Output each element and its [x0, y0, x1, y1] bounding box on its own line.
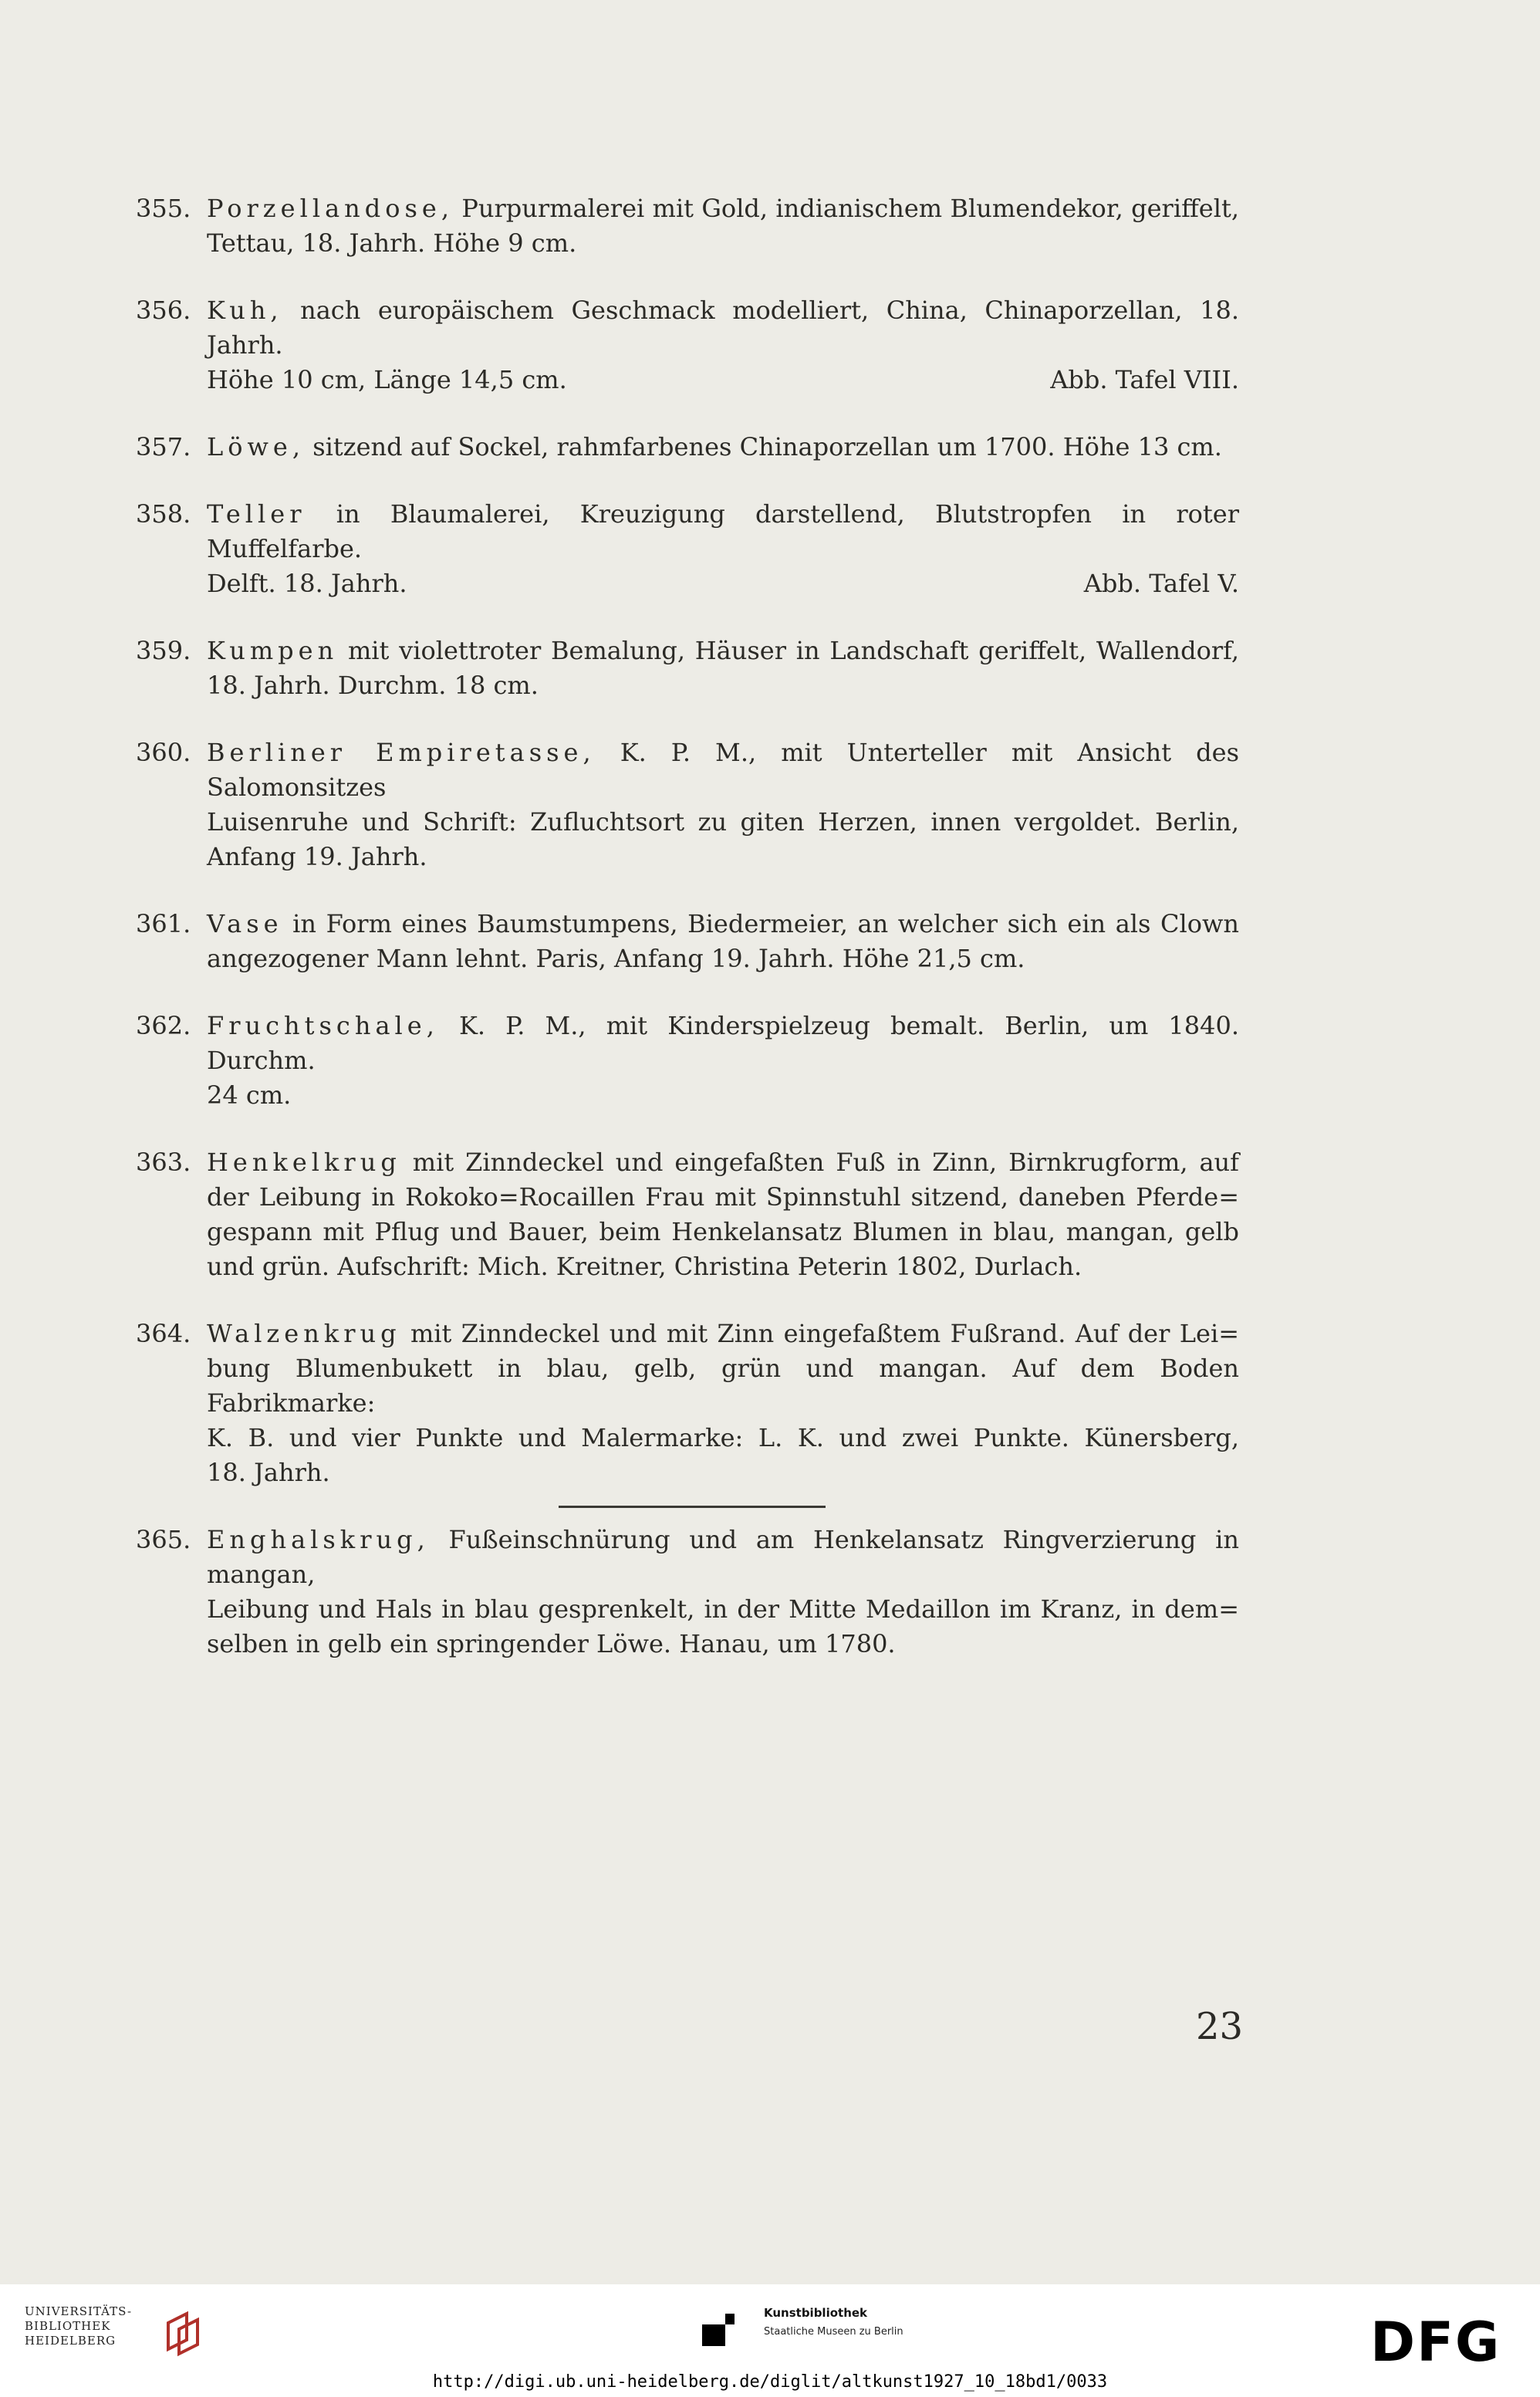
entry-keyword: Kuh, — [207, 296, 283, 325]
entry-number: 363. — [136, 1148, 191, 1177]
entry-number: 362. — [136, 1011, 191, 1040]
entry-keyword: Vase — [207, 909, 283, 938]
entry-number: 357. — [136, 432, 191, 461]
entry-keyword: Henkelkrug — [207, 1148, 401, 1177]
catalog-entry-365 — [136, 1523, 1239, 1662]
entry-text: selben in gelb ein springender Löwe. Hanau, um 1780. — [207, 1629, 896, 1658]
entry-number: 358. — [136, 499, 191, 529]
ub-logo-text: BIBLIOTHEK — [25, 2319, 111, 2333]
entry-text: 18. Jahrh. Durchm. 18 cm. — [207, 671, 539, 700]
dfg-logo[interactable]: DFG — [1370, 2311, 1501, 2374]
kunstbibliothek-subtitle: Staatliche Museen zu Berlin — [764, 2326, 903, 2338]
entry-text: Anfang 19. Jahrh. — [207, 842, 427, 871]
entry-keyword: Enghalskrug, — [207, 1525, 430, 1554]
entry-text: mit Zinndeckel und eingefaßten Fuß in Zinn, Birnkrugform, auf — [400, 1148, 1239, 1177]
catalog-entry-362 — [136, 1009, 1239, 1113]
entry-number: 355. — [136, 194, 191, 223]
entry-text: sitzend auf Sockel, rahmfarbenes Chinaporzellan um 1700. Höhe 13 cm. — [305, 432, 1222, 461]
entry-text: Leibung und Hals in blau gesprenkelt, in der Mitte Medaillon im Kranz, in dem= — [207, 1594, 1239, 1624]
entry-keyword: Porzellandose, — [207, 194, 454, 223]
entry-keyword: Löwe, — [207, 432, 306, 461]
entry-text: 18. Jahrh. — [207, 1458, 330, 1487]
catalog-entry-358 — [136, 497, 1239, 601]
catalog-entry-361 — [136, 907, 1239, 976]
entry-keyword: Fruchtschale, — [207, 1011, 439, 1040]
catalog-entry-364 — [136, 1317, 1239, 1490]
entry-keyword: Berliner Empiretasse, — [207, 738, 596, 767]
entry-text: Höhe 10 cm, Länge 14,5 cm. — [207, 365, 567, 394]
entry-text: Fußeinschnürung und am Henkelansatz Ringverzierung in mangan, — [207, 1525, 1239, 1589]
catalog-entry-359 — [136, 634, 1239, 703]
entry-text: bung Blumenbukett in blau, gelb, grün und mangan. Auf dem Boden Fabrikmarke: — [207, 1354, 1239, 1418]
entry-text: K. P. M., mit Kinderspielzeug bemalt. Berlin, um 1840. Durchm. — [207, 1011, 1239, 1075]
entry-text: 24 cm. — [207, 1080, 292, 1110]
entry-text: mit Zinndeckel und mit Zinn eingefaßtem Fußrand. Auf der Lei= — [400, 1319, 1239, 1348]
entry-number: 364. — [136, 1319, 191, 1348]
entry-text: angezogener Mann lehnt. Paris, Anfang 19. Jahrh. Höhe 21,5 cm. — [207, 944, 1025, 973]
entry-text: Delft. 18. Jahrh. — [207, 569, 407, 598]
entry-keyword: Walzenkrug — [207, 1319, 401, 1348]
entry-text: mit violettroter Bemalung, Häuser in Landschaft geriffelt, Wallendorf, — [338, 636, 1239, 665]
entry-text: in Form eines Baumstumpens, Biedermeier, an welcher sich ein als Clown — [282, 909, 1239, 938]
entry-text: in Blaumalerei, Kreuzigung darstellend, Blutstropfen in roter Muffelfarbe. — [207, 499, 1239, 563]
section-divider — [559, 1506, 826, 1508]
ub-logo-text: UNIVERSITÄTS- — [25, 2304, 133, 2318]
entry-number: 360. — [136, 738, 191, 767]
entry-number: 356. — [136, 296, 191, 325]
ub-heidelberg-logo[interactable] — [25, 2304, 210, 2358]
entry-text: der Leibung in Rokoko=Rocaillen Frau mit Spinnstuhl sitzend, daneben Pferde= — [207, 1182, 1239, 1212]
entry-text: nach europäischem Geschmack modelliert, China, Chinaporzellan, 18. Jahrh. — [207, 296, 1239, 360]
entry-number: 365. — [136, 1525, 191, 1554]
entry-text: gespann mit Pflug und Bauer, beim Henkelansatz Blumen in blau, mangan, gelb — [207, 1217, 1239, 1246]
catalog-entries — [136, 191, 1239, 1694]
ub-emblem-icon — [164, 2309, 204, 2357]
entry-text: K. B. und vier Punkte und Malermarke: L. K. und zwei Punkte. Künersberg, — [207, 1423, 1239, 1452]
page-number: 23 — [1196, 2005, 1244, 2048]
catalog-entry-360 — [136, 735, 1239, 874]
entry-text: und grün. Aufschrift: Mich. Kreitner, Christina Peterin 1802, Durlach. — [207, 1252, 1082, 1281]
plate-reference: Abb. Tafel V. — [1083, 569, 1239, 598]
entry-keyword: Teller — [207, 499, 306, 529]
catalog-entry-355 — [136, 191, 1239, 261]
permalink-url[interactable]: http://digi.ub.uni-heidelberg.de/diglit/altkunst1927_10_18bd1/0033 — [432, 2372, 1108, 2392]
catalog-entry-357 — [136, 430, 1239, 465]
entry-number: 361. — [136, 909, 191, 938]
plate-reference: Abb. Tafel VIII. — [1050, 365, 1239, 394]
kunstbibliothek-title: Kunstbibliothek — [764, 2306, 868, 2320]
catalog-entry-363 — [136, 1145, 1239, 1284]
entry-text: K. P. M., mit Unterteller mit Ansicht des Salomonsitzes — [207, 738, 1240, 802]
kunstbibliothek-emblem-icon — [702, 2314, 735, 2346]
entry-text: Luisenruhe und Schrift: Zufluchtsort zu giten Herzen, innen vergoldet. Berlin, — [207, 807, 1239, 837]
digitization-footer — [0, 2284, 1540, 2397]
entry-text: Purpurmalerei mit Gold, indianischem Blumendekor, geriffelt, — [454, 194, 1239, 223]
ub-logo-text: HEIDELBERG — [25, 2334, 117, 2348]
entry-text: Tettau, 18. Jahrh. Höhe 9 cm. — [207, 228, 577, 258]
catalog-entry-356 — [136, 293, 1239, 397]
entry-number: 359. — [136, 636, 191, 665]
entry-keyword: Kumpen — [207, 636, 339, 665]
